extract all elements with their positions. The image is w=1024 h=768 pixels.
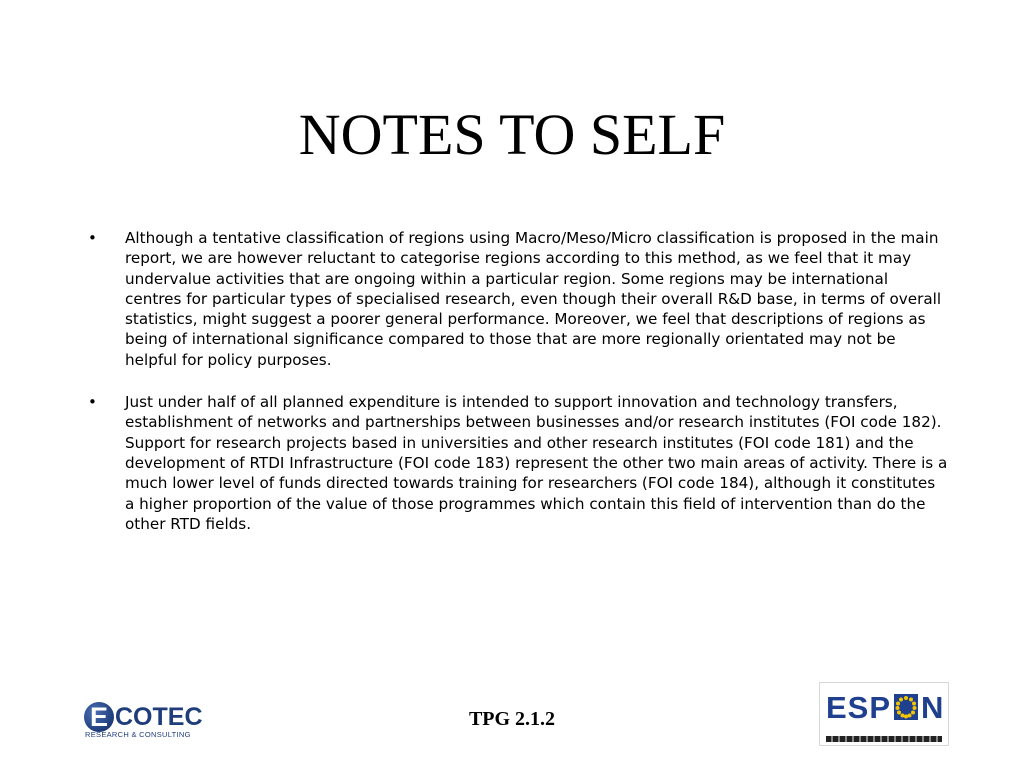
ecotec-name: COTEC	[115, 703, 203, 731]
espon-tagline-bar	[826, 736, 942, 742]
ecotec-subtitle: RESEARCH & CONSULTING	[85, 730, 191, 739]
bullet-item	[88, 392, 948, 534]
bullet-item	[88, 228, 948, 370]
bullet-text: Although a tentative classification of regions using Macro/Meso/Micro classification is proposed in the main report, we are however reluctant to categorise regions according to this method, as we feel that it may undervalue activities that are ongoing within a particular region. Some regions may be international centres for particular types of specialised research, even though their overall R&D base, in terms of overall statistics, might suggest a poorer general performance. Moreover, we feel that descriptions of regions as being of international significance compared to those that are more regionally orientated may not be helpful for policy purposes.	[125, 229, 942, 369]
espon-logo	[819, 682, 949, 746]
eu-stars-icon	[893, 692, 919, 722]
bullet-list	[88, 228, 948, 556]
slide-title: NOTES TO SELF	[298, 102, 726, 167]
espon-text-left: ESP	[826, 690, 892, 725]
bullet-marker: •	[88, 229, 97, 247]
bullet-marker: •	[88, 393, 97, 412]
ecotec-letter: E	[90, 702, 109, 732]
espon-text-right: N	[921, 690, 945, 725]
footer-reference: TPG 2.1.2	[468, 708, 556, 730]
espon-wordmark	[826, 691, 944, 725]
bullet-text: Just under half of all planned expenditure is intended to support innovation and technology transfers, establishment of networks and partnerships between businesses and/or research institutes (FOI code 182). Support for research projects based in universities and other research institutes (FOI code 181) and the development of RTDI Infrastructure (FOI code 183) represent the other two main areas of activity. There is a much lower level of funds directed towards training for researchers (FOI code 184), although it constitutes a higher proportion of the value of those programmes which contain this field of intervention than do the other RTD fields.	[125, 393, 948, 533]
